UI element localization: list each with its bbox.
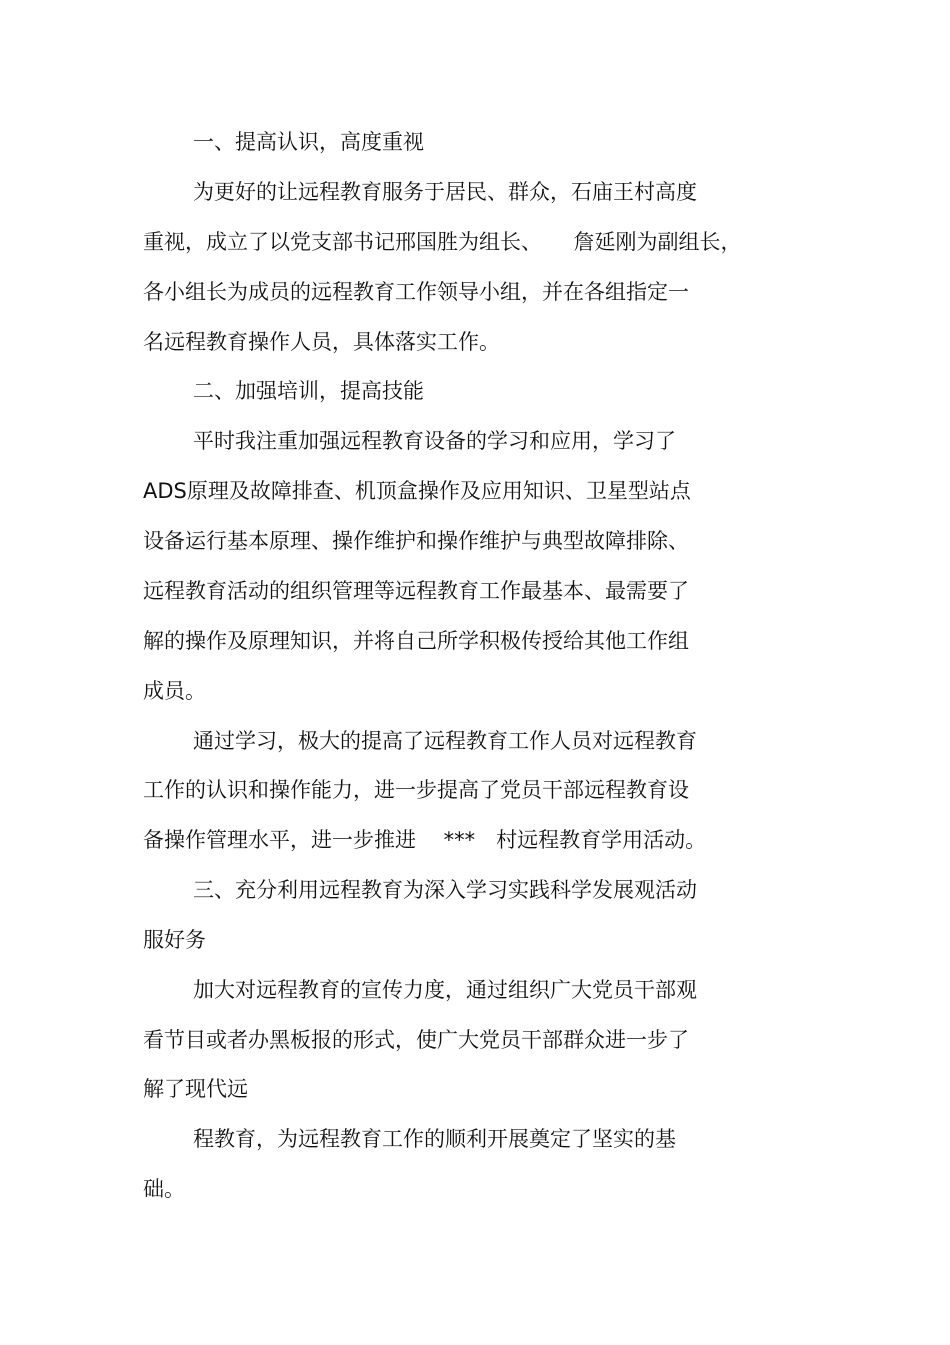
paragraph-line: 看节目或者办黑板报的形式，使广大党员干部群众进一步了 xyxy=(143,1028,689,1052)
paragraph-line: 各小组长为成员的远程教育工作领导小组，并在各组指定一 xyxy=(143,280,689,304)
paragraph-line: 平时我注重加强远程教育设备的学习和应用，学习了 xyxy=(193,429,676,453)
paragraph-line: ADS原理及故障排查、机顶盒操作及应用知识、卫星型站点 xyxy=(143,479,691,503)
paragraph-line: 重视，成立了以党支部书记邢国胜为组长、 詹延刚为副组长， xyxy=(143,230,742,254)
heading-one: 一、提高认识，高度重视 xyxy=(193,130,424,154)
paragraph-line: 工作的认识和操作能力，进一步提高了党员干部远程教育设 xyxy=(143,778,689,802)
heading-three-continued: 服好务 xyxy=(143,928,206,952)
paragraph-line: 设备运行基本原理、操作维护和操作维护与典型故障排除、 xyxy=(143,529,689,553)
paragraph-line: 远程教育活动的组织管理等远程教育工作最基本、最需要了 xyxy=(143,579,689,603)
paragraph-line: 加大对远程教育的宣传力度，通过组织广大党员干部观 xyxy=(193,978,697,1002)
paragraph-line: 为更好的让远程教育服务于居民、群众，石庙王村高度 xyxy=(193,180,697,204)
paragraph-line: 备操作管理水平，进一步推进 *** 村远程教育学用活动。 xyxy=(143,828,707,852)
heading-two: 二、加强培训，提高技能 xyxy=(193,379,424,403)
heading-three: 三、充分利用远程教育为深入学习实践科学发展观活动 xyxy=(193,878,697,902)
paragraph-line: 程教育，为远程教育工作的顺利开展奠定了坚实的基 xyxy=(193,1127,676,1151)
paragraph-line: 础。 xyxy=(143,1177,185,1201)
paragraph-line: 解了现代远 xyxy=(143,1077,248,1101)
paragraph-line: 通过学习，极大的提高了远程教育工作人员对远程教育 xyxy=(193,729,697,753)
paragraph-line: 成员。 xyxy=(143,679,206,703)
paragraph-line: 名远程教育操作人员，具体落实工作。 xyxy=(143,330,500,354)
paragraph-line: 解的操作及原理知识，并将自己所学积极传授给其他工作组 xyxy=(143,629,689,653)
